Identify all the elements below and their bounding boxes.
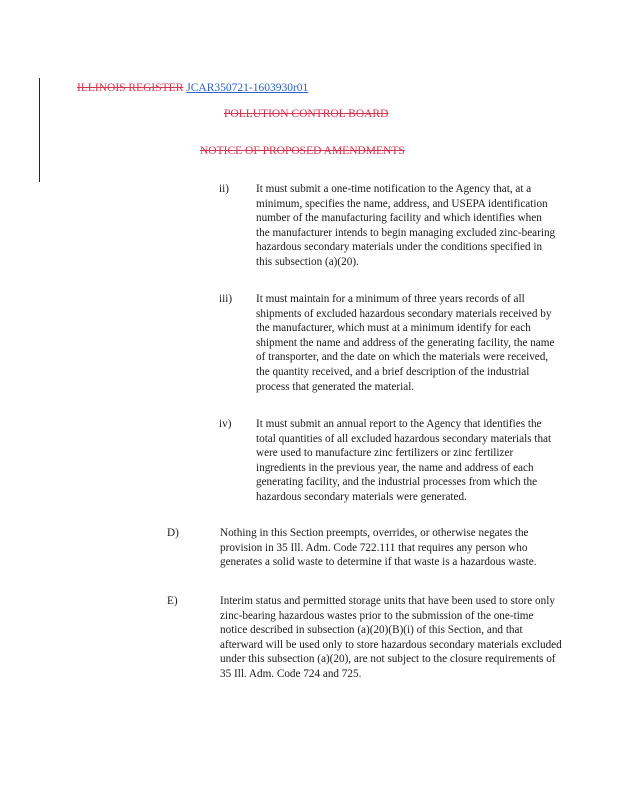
item-text: It must maintain for a minimum of three years records of all shipments of excluded hazardous secondary materials received by the manufacturer, which must at a minimum identify for each shipment the name and address of the generating facility, the name of transporter, and the date on which the materials were received, the quantity received, and a brief description of the industrial process that generated the material.	[256, 293, 555, 393]
revision-change-bar	[39, 78, 40, 182]
register-header	[77, 82, 308, 94]
item-text: Nothing in this Section preempts, overrides, or otherwise negates the provision in 35 Ill. Adm. Code 722.111 that requires any person who generates a solid waste to determine if that waste is a hazardous waste.	[220, 527, 537, 569]
item-marker: ii)	[219, 183, 229, 195]
register-struck-text: ILLINOIS REGISTER	[77, 82, 184, 94]
register-inserted-text: JCAR350721-1603930r01	[186, 82, 309, 94]
item-marker: D)	[167, 527, 179, 539]
notice-header: NOTICE OF PROPOSED AMENDMENTS	[200, 145, 405, 157]
item-marker: iv)	[219, 418, 232, 430]
board-header: POLLUTION CONTROL BOARD	[224, 108, 389, 120]
item-text: It must submit a one-time notification to the Agency that, at a minimum, specifies the name, address, and USEPA identification number of the manufacturing facility and which identifies when the manufacturer intends to begin managing excluded zinc-bearing hazardous secondary materials under the conditions specified in this subsection (a)(20).	[256, 183, 556, 268]
item-text: It must submit an annual report to the Agency that identifies the total quantities of all excluded hazardous secondary materials that were used to manufacture zinc fertilizers or zinc fertilizer ingredients in the previous year, the name and address of each generating facility, and the industrial processes from which the hazardous secondary materials were generated.	[256, 418, 552, 503]
item-marker: E)	[167, 595, 178, 607]
item-text: Interim status and permitted storage units that have been used to store only zinc-bearing hazardous wastes prior to the submission of the one-time notice described in subsection (a)(20)(B)(i) of this Section, and that afterward will be used only to store hazardous secondary materials excluded under this subsection (a)(20), are not subject to the closure requirements of 35 Ill. Adm. Code 724 and 725.	[220, 595, 562, 680]
item-marker: iii)	[219, 293, 233, 305]
